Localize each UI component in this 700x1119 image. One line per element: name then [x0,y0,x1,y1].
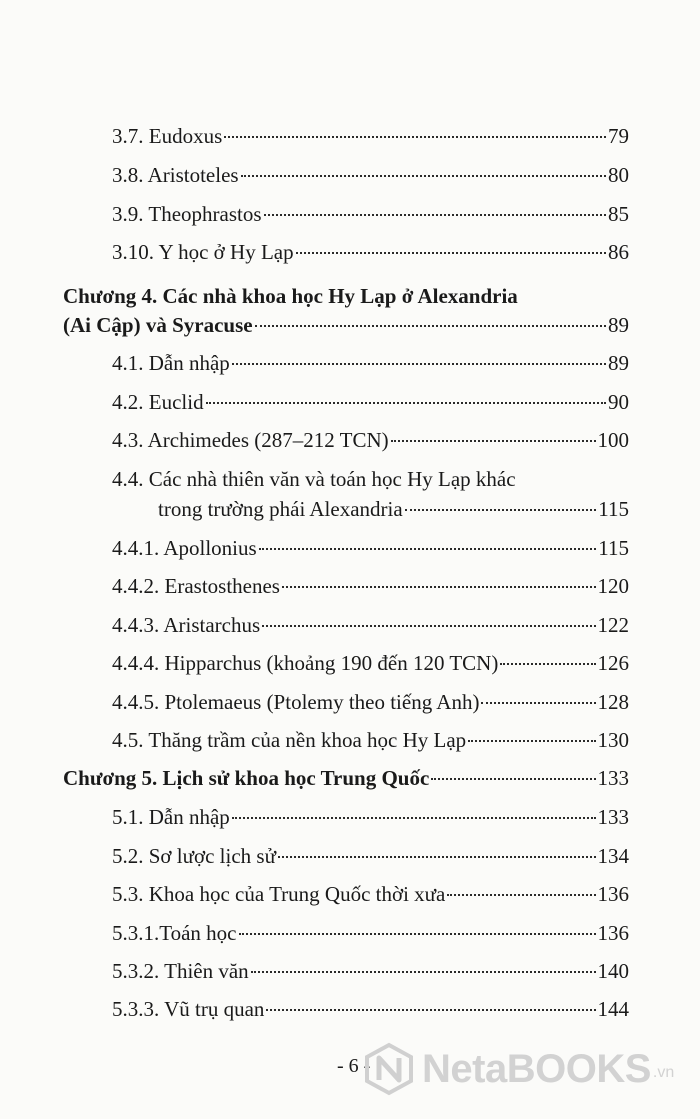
toc-entry-4-4-3 [112,613,629,637]
toc-entry-label: 5.3.1.Toán học [112,921,237,945]
toc-entry-label: 4.4.2. Erastosthenes [112,574,280,598]
dot-leader [296,252,606,254]
toc-entry-3-10 [112,240,629,264]
toc-entry-label: 3.7. Eudoxus [112,124,223,148]
section-4-4-title: 4.4. Các nhà thiên văn và toán học Hy Lạp khác [112,467,516,491]
dot-leader [259,548,597,550]
dot-leader [239,933,596,935]
page-number: - 6 - [337,1055,371,1077]
toc-entry-page: 120 [597,574,629,598]
toc-entry-chapter-5 [63,766,629,790]
toc-entry-5-3 [112,882,629,906]
dot-leader [391,440,596,442]
toc-entry-label: (Ai Cập) và Syracuse [63,313,253,337]
toc-entry-page: 136 [597,921,629,945]
toc-entry-label: 4.4.1. Apollonius [112,536,257,560]
dot-leader [232,363,606,365]
dot-leader [251,971,596,973]
toc-entry-page: 122 [597,613,629,637]
toc-entry-5-1 [112,805,629,829]
dot-leader [266,1009,595,1011]
toc-entry-label: 3.8. Aristoteles [112,163,239,187]
toc-entry-label: 4.1. Dẫn nhập [112,351,230,375]
dot-leader [232,817,596,819]
dot-leader [500,663,595,665]
dot-leader [278,856,596,858]
toc-entry-label: 5.3. Khoa học của Trung Quốc thời xưa [112,882,446,906]
dot-leader [224,136,606,138]
toc-entry-4-4-1 [112,536,629,560]
toc-entry-page: 144 [597,997,629,1021]
toc-entry-page: 85 [608,202,629,226]
dot-leader [206,402,606,404]
toc-entry-4-4-4 [112,651,629,675]
toc-entry-5-3-2 [112,959,629,983]
dot-leader [405,509,597,511]
dot-leader [282,586,596,588]
toc-entry-5-3-3 [112,997,629,1021]
toc-entry-5-2 [112,844,629,868]
toc-entry-label: 4.3. Archimedes (287–212 TCN) [112,428,389,452]
toc-entry-page: 90 [608,390,629,414]
toc-entry-4-2 [112,390,629,414]
toc-entry-5-3-1 [112,921,629,945]
toc-entry-label: 5.2. Sơ lược lịch sử [112,844,276,868]
dot-leader [241,175,606,177]
dot-leader [262,625,595,627]
toc-entry-label: 3.9. Theophrastos [112,202,262,226]
dot-leader [264,214,606,216]
toc-entry-4-1 [112,351,629,375]
toc-entry-label: 4.2. Euclid [112,390,204,414]
toc-entry-page: 133 [597,766,629,790]
toc-entry-label: 4.5. Thăng trầm của nền khoa học Hy Lạp [112,728,467,752]
toc-entry-label: Chương 5. Lịch sử khoa học Trung Quốc [63,766,430,790]
dot-leader [255,325,606,327]
toc-entry-3-8 [112,163,629,187]
toc-entry-label: 5.1. Dẫn nhập [112,805,230,829]
toc-entry-page: 115 [598,497,629,521]
chapter-4-title: Chương 4. Các nhà khoa học Hy Lạp ở Alexandria [63,284,518,308]
toc-entry-3-7 [112,124,629,148]
watermark-brand: NetaBOOKS [422,1046,651,1091]
dot-leader [468,740,595,742]
toc-entry-page: 115 [598,536,629,560]
toc-entry-page: 79 [608,124,629,148]
toc-entry-page: 89 [608,313,629,337]
toc-entry-page: 133 [597,805,629,829]
toc-entry-page: 126 [597,651,629,675]
toc-entry-page: 130 [597,728,629,752]
toc-entry-chapter-4 [63,313,629,337]
toc-entry-label: 5.3.2. Thiên văn [112,959,249,983]
dot-leader [431,778,595,780]
toc-entry-4-4 [158,497,629,521]
toc-entry-4-4-2 [112,574,629,598]
toc-entry-label: 3.10. Y học ở Hy Lạp [112,240,294,264]
watermark-suffix: .vn [652,1064,675,1081]
netabooks-logo-icon [362,1042,416,1096]
watermark [362,1040,692,1098]
toc-entry-page: 100 [597,428,629,452]
toc-entry-page: 86 [608,240,629,264]
toc-entry-label: trong trường phái Alexandria [158,497,403,521]
toc-entry-3-9 [112,202,629,226]
toc-entry-page: 140 [597,959,629,983]
toc-entry-4-3 [112,428,629,452]
toc-entry-label: 5.3.3. Vũ trụ quan [112,997,265,1021]
toc-entry-page: 134 [597,844,629,868]
toc-entry-label: 4.4.3. Aristarchus [112,613,261,637]
toc-entry-label: 4.4.5. Ptolemaeus (Ptolemy theo tiếng Anh) [112,690,480,714]
toc-entry-page: 128 [597,690,629,714]
dot-leader [481,702,595,704]
toc-entry-4-4-5 [112,690,629,714]
dot-leader [447,894,595,896]
toc-entry-4-5 [112,728,629,752]
toc-entry-page: 80 [608,163,629,187]
toc-entry-page: 136 [597,882,629,906]
toc-entry-label: 4.4.4. Hipparchus (khoảng 190 đến 120 TCN) [112,651,499,675]
toc-entry-page: 89 [608,351,629,375]
